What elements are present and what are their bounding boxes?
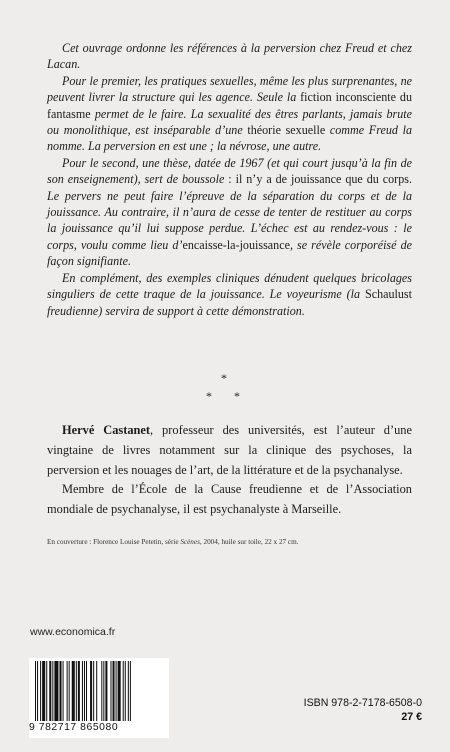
barcode-digits: 9 782717 865080: [29, 722, 119, 733]
cover-credit-series: Scènes: [180, 538, 200, 546]
barcode-bar: [101, 661, 102, 721]
blurb-text: théorie sexuelle: [242, 123, 330, 138]
author-bio: [47, 421, 412, 520]
barcode-bar: [130, 661, 131, 721]
barcode-bar: [63, 661, 64, 721]
barcode-bars: [35, 661, 163, 725]
back-cover-blurb: [47, 40, 412, 319]
blurb-text: comme Freud la nomme. La perversion en est une ; la névrose, une autre.: [47, 123, 412, 154]
barcode-bar: [123, 661, 124, 721]
barcode-bar: [84, 661, 85, 721]
separator-star: *: [221, 371, 227, 385]
barcode-bar: [93, 661, 94, 721]
barcode-bar: [76, 661, 77, 721]
barcode-bar: [118, 661, 121, 721]
barcode-bar: [113, 661, 115, 721]
separator-star: *: [206, 389, 212, 403]
barcode-bar: [128, 661, 129, 721]
barcode-bar: [52, 661, 53, 721]
blurb-text: Schaulust: [360, 287, 413, 302]
blurb-paragraph-4: [47, 270, 412, 319]
barcode-bar: [54, 661, 58, 721]
barcode-bar: [67, 661, 68, 721]
barcode-bar: [49, 661, 51, 721]
barcode-bar: [82, 661, 83, 721]
author-bio-paragraph-1: [47, 421, 412, 480]
blurb-text: Pour le second, une thèse, datée de 1967 (et qui court jusqu’à la fin de son enseignement), sert de boussole: [47, 155, 412, 187]
barcode-bar: [37, 661, 38, 721]
cover-credit: [47, 537, 417, 547]
barcode-bar: [96, 661, 97, 721]
blurb-text: freudienne) servira de support à cette démonstration.: [47, 303, 305, 318]
barcode-bar: [35, 661, 36, 721]
author-bio-paragraph-2: Membre de l’École de la Cause freudienne et de l’Association mondiale de psychanalyse, il est psychanalyste à Marseille.: [47, 482, 412, 517]
barcode: [29, 658, 169, 738]
separator-star: *: [234, 389, 240, 403]
barcode-bar: [69, 661, 70, 721]
barcode-bar: [125, 661, 126, 721]
barcode-bar: [105, 661, 107, 721]
barcode-bar: [86, 661, 87, 721]
blurb-text: En complément, des exemples cliniques dénudent quelques bricolages singuliers de cette traque de la jouissance. Le voyeurisme (la: [47, 270, 412, 302]
blurb-paragraph-2: [47, 73, 412, 155]
blurb-paragraph-1: [47, 40, 412, 73]
blurb-text: permet de le faire. La sexualité des êtres parlants, jamais brute ou monolithique, est inséparable d’une: [47, 106, 412, 138]
blurb-text: : il n’y a de jouissance que du corps.: [224, 172, 412, 187]
author-name: Hervé Castanet: [62, 423, 151, 437]
barcode-bar: [90, 661, 92, 721]
isbn-number: ISBN 978-2-7178-6508-0: [303, 697, 422, 709]
barcode-bar: [40, 661, 41, 721]
cover-credit-text: En couverture : Florence Louise Petetin, série: [47, 538, 181, 546]
blurb-text: Pour le premier, les pratiques sexuelles, même les plus surprenantes, ne peuvent livrer la structure qui les agence. Seule la: [47, 73, 412, 105]
barcode-bar: [116, 661, 117, 721]
barcode-bar: [59, 661, 61, 721]
barcode-bar: [110, 661, 111, 721]
barcode-bar: [46, 661, 47, 721]
cover-credit-text: , 2004, huile sur toile, 22 x 27 cm.: [199, 538, 299, 546]
barcode-bar: [78, 661, 80, 721]
blurb-text: Cet ouvrage ordonne les références à la perversion chez Freud et chez Lacan.: [47, 41, 412, 72]
blurb-text: , se révèle corporéisé de façon signifiante.: [47, 237, 412, 269]
barcode-bar: [103, 661, 104, 721]
blurb-text: encaisse-la-jouissance: [182, 237, 290, 252]
barcode-bar: [42, 661, 45, 721]
blurb-paragraph-3: [47, 155, 412, 270]
barcode-bar: [72, 661, 75, 721]
price: 27 €: [401, 711, 422, 723]
blurb-text: fiction inconsciente du fantasme: [47, 90, 412, 121]
blurb-text: Le pervers ne peut faire l’épreuve de la séparation du corps et de la jouissance. Au contraire, il n’aura de cesse de tenter de restituer au corps la jouissance qu’il lui suppose perdue. L’échec est au rendez-vous : le corps, voulu comme lieu d’: [47, 188, 412, 252]
author-bio-text: , professeur des universités, est l’auteur d’une vingtaine de livres notamment sur la clinique des psychoses, la perversion et les nouages de l’art, de la littérature et de la psychanalyse.: [47, 423, 412, 477]
publisher-website: www.economica.fr: [30, 626, 116, 638]
